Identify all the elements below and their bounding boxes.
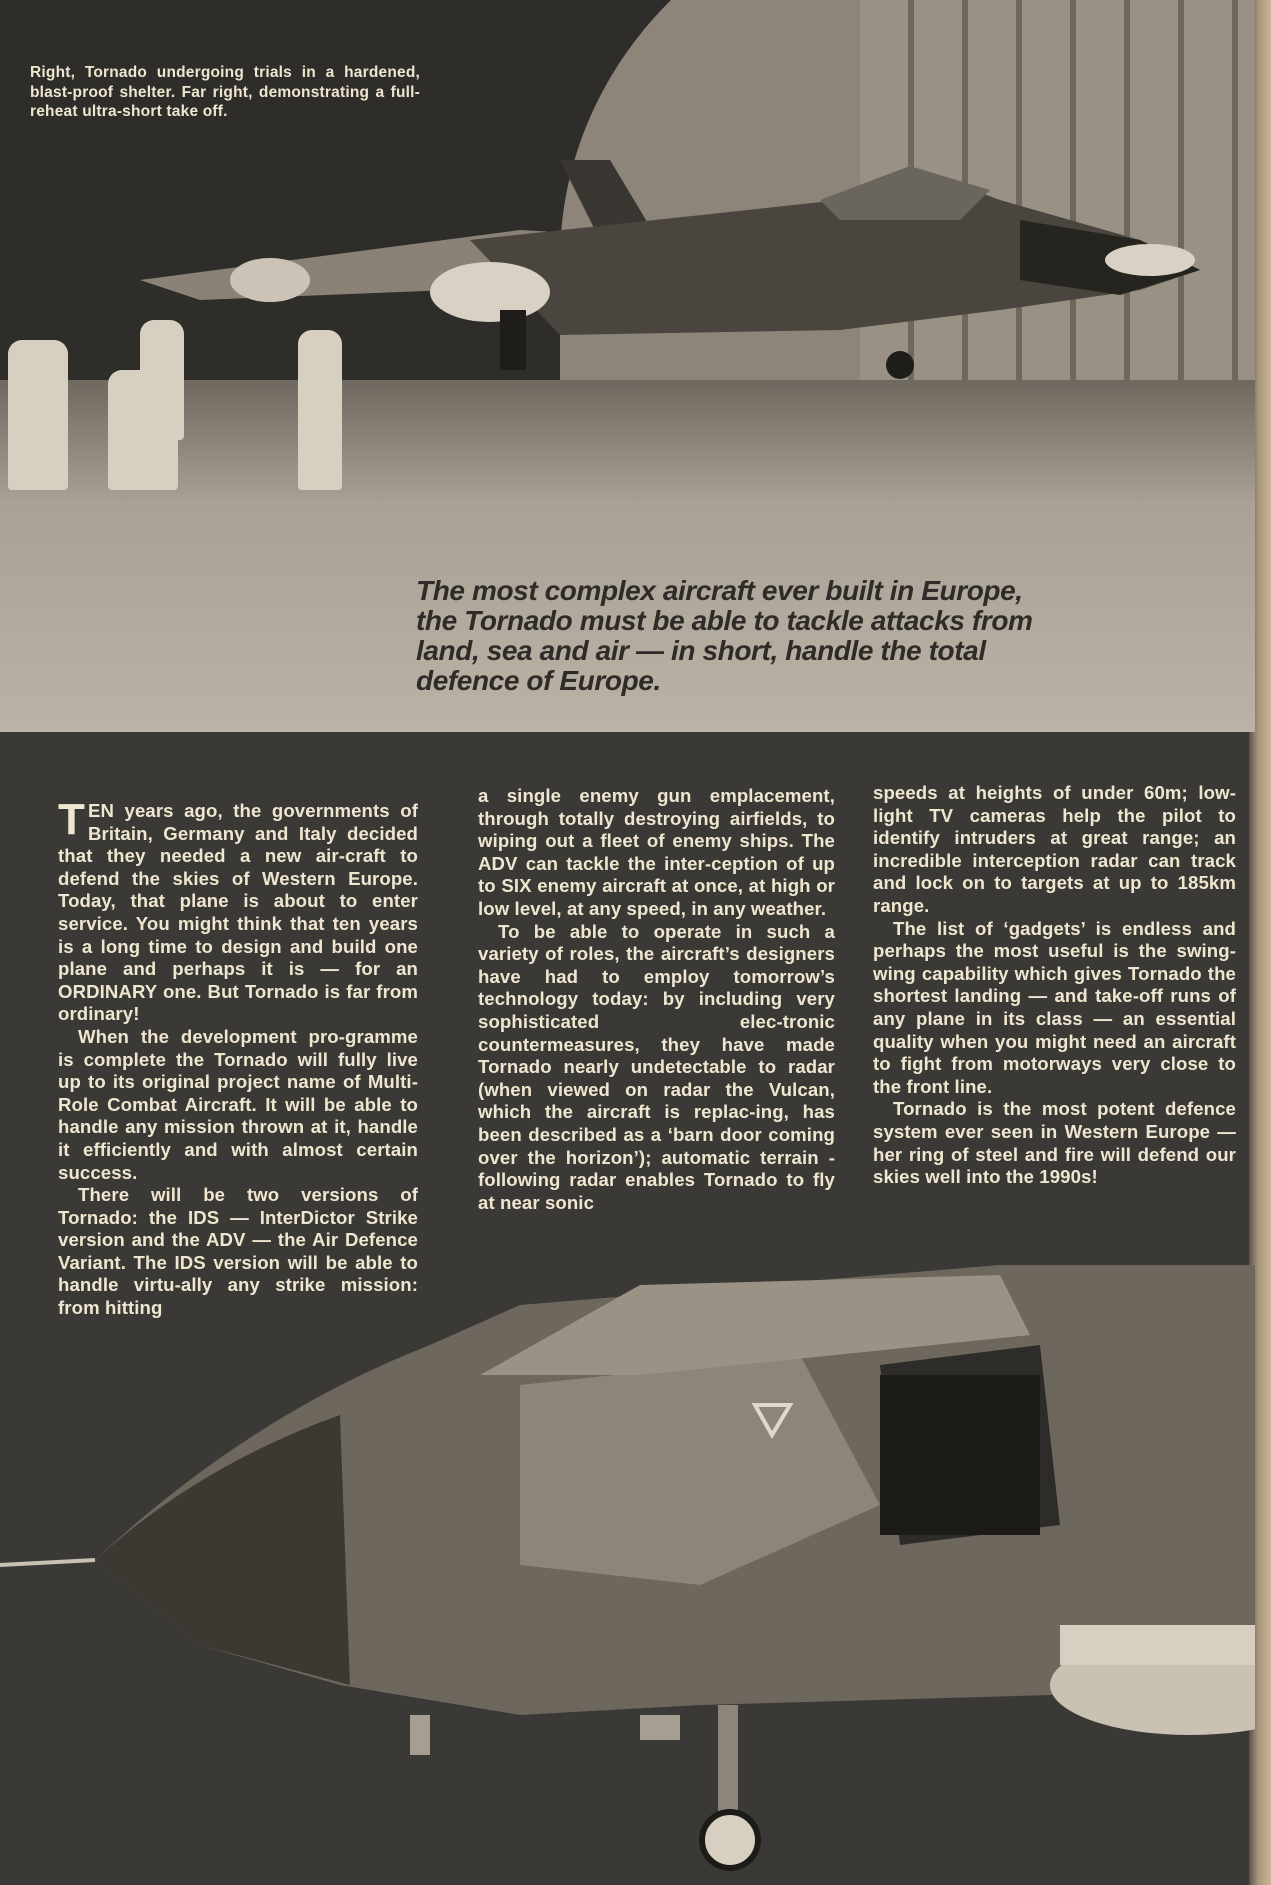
- photo-caption: Right, Tornado undergoing trials in a hardened, blast-proof shelter. Far right, demonstrating a full-reheat ultra-short take off.: [30, 64, 420, 120]
- bottom-photo-tornado-nose: [0, 1265, 1255, 1885]
- article-paragraph: The list of ‘gadgets’ is endless and perhaps the most useful is the swing-wing capability which gives Tornado the shortest landing — and take-off runs of any plane in its class — an essential quality when you might need an aircraft to fight from motorways very close to the front line.: [873, 917, 1236, 1097]
- pullquote-line: the Tornado must be able to tackle attacks from: [416, 605, 1033, 636]
- article-paragraph: [58, 795, 418, 1026]
- article-paragraph: speeds at heights of under 60m; low-light TV cameras help the pilot to identify intruders at great range; an incredible interception radar can track and lock on to targets at up to 185km range.: [873, 782, 1236, 916]
- pullquote-line: The most complex aircraft ever built in Europe,: [416, 575, 1023, 606]
- ground-crew-figure: [298, 330, 342, 490]
- article-paragraph: When the development pro-gramme is complete the Tornado will fully live up to its original project name of Multi-Role Combat Aircraft. It will be able to handle any mission thrown at it, handle it efficiently and with almost certain success.: [58, 1025, 418, 1183]
- article-column-2: [478, 785, 835, 1214]
- ground-crew-figure: [140, 320, 184, 440]
- article-column-3: [873, 782, 1236, 1189]
- pullquote: [416, 576, 1236, 696]
- paragraph-text: EN years ago, the governments of Britain, Germany and Italy decided that they needed a new air-craft to defend the skies of Western Europe. Today, that plane is about to enter service. You might think that ten years is a long time to design and build one plane and perhaps it is — for an ORDINARY one. But Tornado is far from ordinary!: [58, 800, 418, 1025]
- pullquote-line: defence of Europe.: [416, 665, 661, 696]
- article-paragraph: There will be two versions of Tornado: the IDS — InterDictor Strike version and the ADV — the Air Defence Variant. The IDS version will be able to handle virtu-ally any strike mission: from hitting: [58, 1184, 418, 1319]
- top-photo-shelter: [0, 0, 1255, 732]
- ground-crew-figure: [8, 340, 68, 490]
- drop-cap: T: [58, 795, 85, 844]
- pullquote-line: land, sea and air — in short, handle the total: [416, 635, 986, 666]
- article-paragraph: To be able to operate in such a variety of roles, the aircraft’s designers have had to employ tomorrow’s technology today: by including very sophisticated elec-tronic countermeasures, they have made Tornado nearly undetectable to radar (when viewed on radar the Vulcan, which the aircraft is replac-ing, has been described as a ‘barn door coming over the horizon’); automatic terrain - following radar enables Tornado to fly at near sonic: [478, 920, 835, 1213]
- article-column-1: [58, 795, 418, 1320]
- article-paragraph: Tornado is the most potent defence system ever seen in Western Europe — her ring of steel and fire will defend our skies well into the 1990s!: [873, 1098, 1236, 1188]
- article-paragraph: a single enemy gun emplacement, through totally destroying airfields, to wiping out a fleet of enemy ships. The ADV can tackle the inter-ception of up to SIX enemy aircraft at once, at high or low level, at any speed, in any weather.: [478, 785, 835, 919]
